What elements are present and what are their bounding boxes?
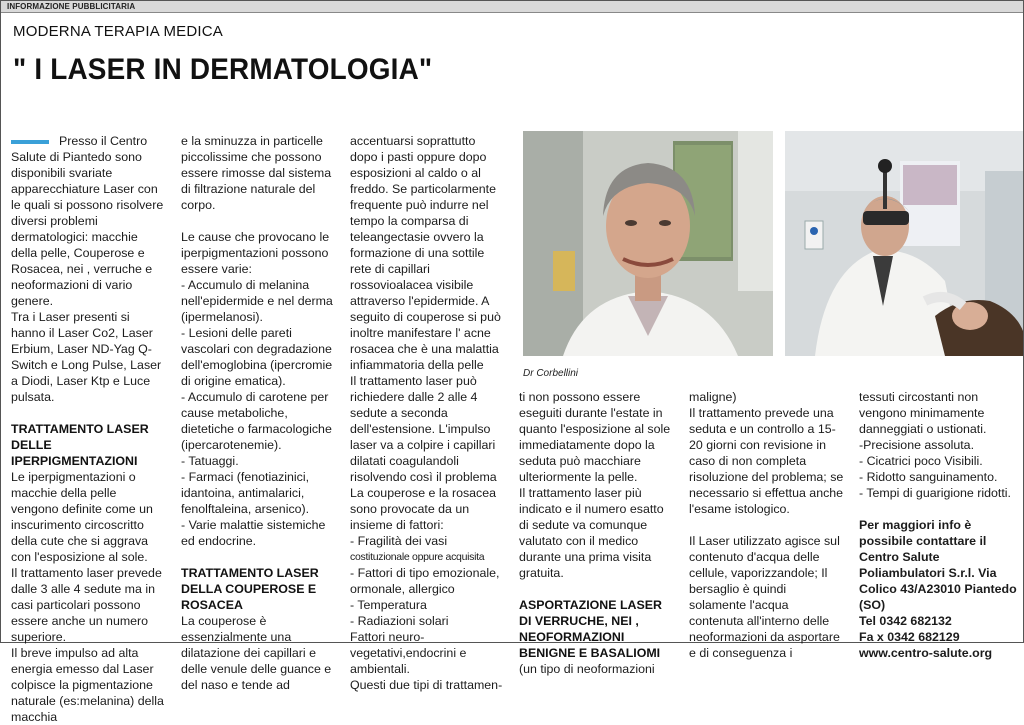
intro-paragraph: Presso il Centro Salute di Piantedo sono disponibili svariate apparecchiature Laser con le quali si possono risolvere diversi problemi dermatologici: macchie della pelle, Couperose e Rosacea, nei , verruche e neoformazioni di vario genere. — [11, 134, 164, 308]
laser-treatment-photo — [785, 131, 1023, 356]
text-column-6 — [859, 389, 1019, 660]
section-heading: TRATTAMENTO LASER DELLE IPERPIGMENTAZIONI — [11, 422, 149, 468]
section-bar — [1, 1, 1023, 13]
paragraph: ti non possono essere eseguiti durante l'estate in quanto l'esposizione al sole immediatamente dopo la seduta può macchiare ulteriormente la pelle. — [519, 390, 671, 484]
paragraph: Il breve impulso ad alta energia emesso dal Laser colpisce la pigmentazione naturale (es:melanina) della macchia — [11, 646, 164, 724]
text-column-5 — [689, 389, 845, 660]
text-column-3 — [350, 133, 506, 692]
paragraph: Le iperpigmentazioni o macchie della pelle vengono definite come un inscurimento circoscritto della cute che si aggrava con l'esposizione al sole. — [11, 470, 153, 564]
list-item: - Cicatrici poco Visibili. — [859, 454, 983, 468]
list-item: - Lesioni delle pareti vascolari con degradazione dell'emoglobina (ipercromie di origine ematica). — [181, 326, 333, 388]
section-heading: ASPORTAZIONE LASER DI VERRUCHE, NEI , NEOFORMAZIONI BENIGNE E BASALIOMI — [519, 598, 662, 660]
accent-rule — [11, 140, 49, 144]
contact-website: www.centro-salute.org — [859, 646, 993, 660]
list-item: - Farmaci (fenotiazinici, idantoina, antimalarici, fenolftaleina, arsenico). — [181, 470, 310, 516]
paragraph: accentuarsi soprattutto dopo i pasti oppure dopo esposizioni al caldo o al freddo. Se particolarmente frequente può indurre nel tempo la comparsa di teleangectasie ovvero la formazione di una sottile rete di capillari rossovioalacea visibile attraverso l'epidermide. A seguito di couperose si può inoltre manifestare l' acne rosacea che è una malattia infiammatoria della pelle — [350, 134, 501, 372]
list-item: - Fattori di tipo emozionale, ormonale, allergico — [350, 566, 500, 596]
section-label: INFORMAZIONE PUBBLICITARIA — [7, 2, 136, 11]
list-item: - Accumulo di melanina nell'epidermide e nel derma (ipermelanosi). — [181, 278, 333, 324]
paragraph: Le cause che provocano le iperpigmentazioni possono essere varie: — [181, 230, 330, 276]
paragraph: La couperose è essenzialmente una dilatazione dei capillari e delle venule delle guance e del naso e tende ad — [181, 614, 332, 692]
paragraph: Tra i Laser presenti si hanno il Laser Co2, Laser Erbium, Laser ND-Yag Q-Switch e Long Pulse, Laser a Diodi, Laser Ktp e Luce pulsata. — [11, 310, 162, 404]
doctor-portrait-photo — [523, 131, 773, 356]
list-item: - Tatuaggi. — [181, 454, 239, 468]
list-item: - Accumulo di carotene per cause metaboliche, dietetiche o farmacologiche (ipercarotenemie). — [181, 390, 332, 452]
list-item: - Varie malattie sistemiche ed endocrine. — [181, 518, 326, 548]
list-item: - Temperatura — [350, 598, 427, 612]
paragraph: Il trattamento laser più indicato e il numero esatto di sedute va comunque valutato con il medico durante una prima visita gratuita. — [519, 486, 664, 580]
contact-info: Per maggiori info è possibile contattare il Centro Salute Poliambulatori S.r.l. Via Colico 43/A23010 Piantedo (SO) — [859, 518, 1017, 612]
paragraph: (un tipo di neoformazioni — [519, 662, 655, 676]
contact-phone: Tel 0342 682132 — [859, 614, 952, 628]
list-item-continuation: costituzionale oppure acquisita — [350, 551, 485, 563]
article-kicker: MODERNA TERAPIA MEDICA — [13, 23, 223, 40]
photo-caption: Dr Corbellini — [523, 368, 579, 379]
text-column-2 — [181, 133, 337, 692]
text-column-4 — [519, 389, 675, 676]
paragraph: e la sminuzza in particelle piccolissime che possono essere rimosse dal sistema di filtrazione naturale del corpo. — [181, 134, 332, 212]
list-item: -Precisione assoluta. — [859, 438, 975, 452]
list-item: - Ridotto sanguinamento. — [859, 470, 998, 484]
paragraph: Il Laser utilizzato agisce sul contenuto d'acqua delle cellule, vaporizzandole; Il bersaglio è quindi solamente l'acqua contenuta all'interno delle neoformazioni da asportare e di conseguenza i — [689, 534, 840, 660]
spacer — [689, 517, 845, 533]
section-heading: TRATTAMENTO LASER DELLA COUPEROSE E ROSACEA — [181, 566, 319, 612]
spacer — [859, 501, 1019, 517]
paragraph: Questi due tipi di trattamen- — [350, 678, 503, 692]
contact-fax: Fa x 0342 682129 — [859, 630, 960, 644]
text-column-1 — [11, 133, 167, 724]
paragraph: tessuti circostanti non vengono minimamente danneggiati o ustionati. — [859, 390, 987, 436]
paragraph: Il trattamento laser prevede dalle 3 alle 4 sedute ma in casi particolari possono essere anche un numero superiore. — [11, 566, 162, 644]
spacer — [181, 213, 337, 229]
paragraph: Fattori neuro-vegetativi,endocrini e ambientali. — [350, 630, 467, 676]
paragraph: Il trattamento laser può richiedere dalle 2 alle 4 sedute a seconda dell'estensione. L'impulso laser va a colpire i capillari dilatati coagulandoli risolvendo così il problema La couperose e la rosacea sono provocate da un insieme di fattori: — [350, 374, 497, 532]
article-headline: " I LASER IN DERMATOLOGIA" — [13, 53, 433, 86]
paragraph: Il trattamento prevede una seduta e un controllo a 15-20 giorni con revisione in caso di non completa risoluzione del problema; se necessario si effettua anche l'esame istologico. — [689, 406, 844, 516]
list-item: - Fragilità dei vasi — [350, 534, 448, 548]
paragraph: maligne) — [689, 390, 737, 404]
list-item: - Radiazioni solari — [350, 614, 449, 628]
list-item: - Tempi di guarigione ridotti. — [859, 486, 1011, 500]
